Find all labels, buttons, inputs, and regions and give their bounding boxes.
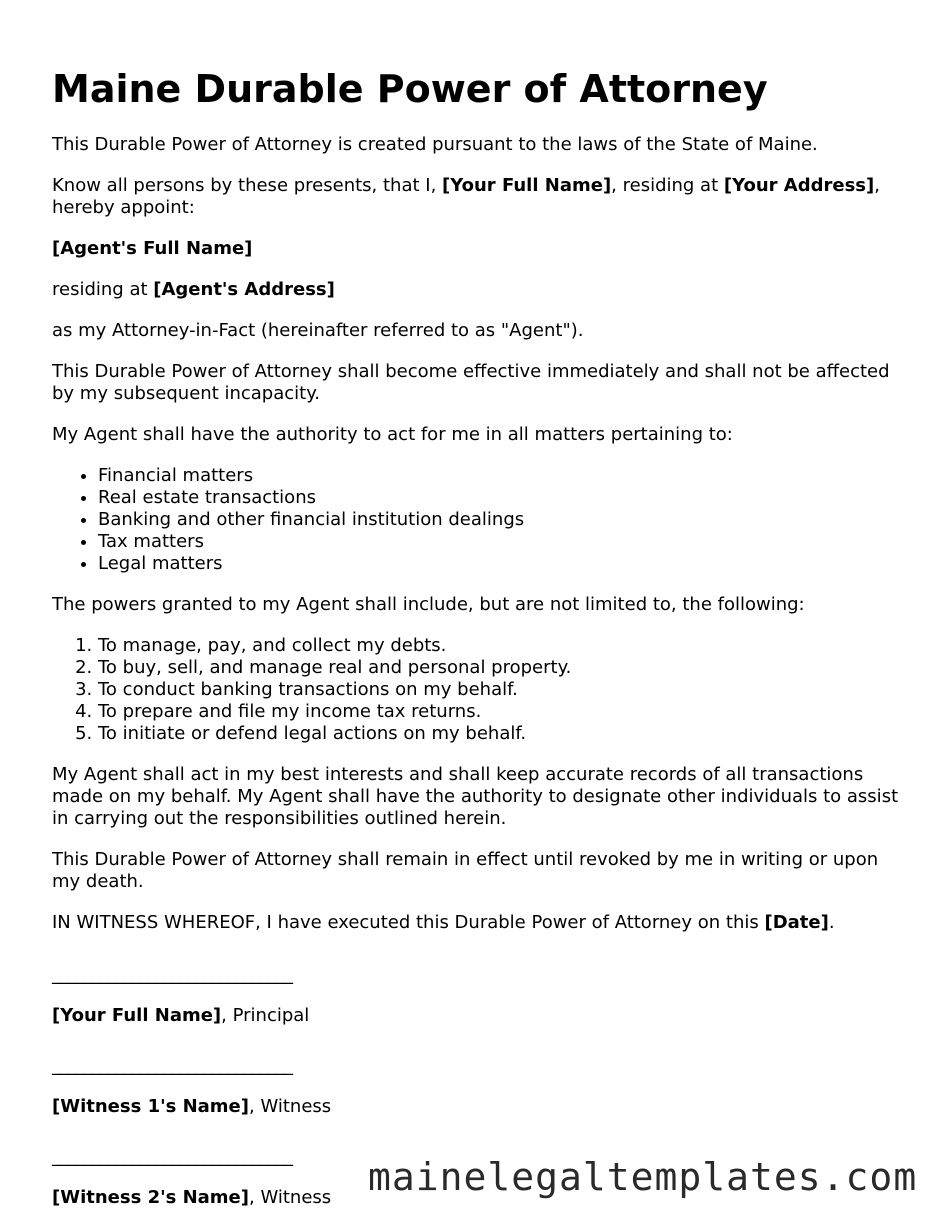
witness-clause (52, 912, 902, 934)
signer-role: , Witness (249, 1096, 332, 1117)
signer-role: , Witness (249, 1187, 332, 1208)
principal-name-placeholder: [Your Full Name] (442, 175, 612, 196)
appointment-pre: Know all persons by these presents, that I, (52, 175, 443, 196)
signer-role: , Principal (221, 1005, 310, 1026)
signature-caption (52, 1096, 902, 1118)
signature-line: ______________________________ (52, 1146, 292, 1167)
authority-item: • Tax matters (98, 531, 902, 553)
principal-address-placeholder: [Your Address] (723, 175, 875, 196)
agent-address-paragraph (52, 279, 902, 301)
effective-paragraph: This Durable Power of Attorney shall become effective immediately and shall not be affected by my subsequent incapacity. (52, 361, 890, 404)
agent-address-pre: residing at (52, 279, 154, 300)
agent-name-paragraph (52, 238, 902, 260)
document-title: Maine Durable Power of Attorney (52, 67, 768, 111)
authority-item: • Real estate transactions (98, 487, 902, 509)
authority-list (52, 465, 902, 575)
signer-name-placeholder: [Witness 1's Name] (52, 1096, 249, 1117)
attorney-in-fact-paragraph: as my Attorney-in-Fact (hereinafter referred to as "Agent"). (52, 320, 584, 341)
authority-item: • Financial matters (98, 465, 902, 487)
intro-paragraph: This Durable Power of Attorney is created pursuant to the laws of the State of Maine. (52, 134, 818, 155)
agent-name-placeholder: [Agent's Full Name] (52, 238, 253, 259)
authority-item: • Legal matters (98, 553, 902, 575)
authority-intro: My Agent shall have the authority to act for me in all matters pertaining to: (52, 424, 733, 445)
watermark-text: mainelegaltemplates.com (368, 1155, 918, 1199)
powers-list (52, 635, 902, 745)
witness-clause-post: . (828, 912, 835, 933)
signature-caption (52, 1005, 902, 1027)
power-item: 1. To manage, pay, and collect my debts. (98, 635, 902, 657)
appointment-mid: , residing at (611, 175, 724, 196)
document-page (52, 66, 902, 1228)
signature-line: ______________________________ (52, 1055, 292, 1076)
power-item: 3. To conduct banking transactions on my behalf. (98, 679, 902, 701)
power-item: 2. To buy, sell, and manage real and personal property. (98, 657, 902, 679)
agent-address-placeholder: [Agent's Address] (153, 279, 335, 300)
power-item: 4. To prepare and file my income tax returns. (98, 701, 902, 723)
signature-line: ______________________________ (52, 964, 292, 985)
date-placeholder: [Date] (764, 912, 829, 933)
principal-signature-block (52, 964, 902, 1027)
signer-name-placeholder: [Your Full Name] (52, 1005, 222, 1026)
witness-1-signature-block (52, 1055, 902, 1118)
best-interests-paragraph: My Agent shall act in my best interests and shall keep accurate records of all transactions made on my behalf. My Agent shall have the authority to designate other individuals to assist in carrying out the responsibilities outlined herein. (52, 764, 899, 829)
witness-clause-pre: IN WITNESS WHEREOF, I have executed this Durable Power of Attorney on this (52, 912, 765, 933)
appointment-post: , hereby appoint: (52, 175, 880, 218)
authority-item: • Banking and other financial institution dealings (98, 509, 902, 531)
power-item: 5. To initiate or defend legal actions on my behalf. (98, 723, 902, 745)
powers-intro: The powers granted to my Agent shall include, but are not limited to, the following: (52, 594, 805, 615)
appointment-paragraph (52, 175, 902, 219)
remain-in-effect-paragraph: This Durable Power of Attorney shall remain in effect until revoked by me in writing or upon my death. (52, 849, 879, 892)
signer-name-placeholder: [Witness 2's Name] (52, 1187, 249, 1208)
